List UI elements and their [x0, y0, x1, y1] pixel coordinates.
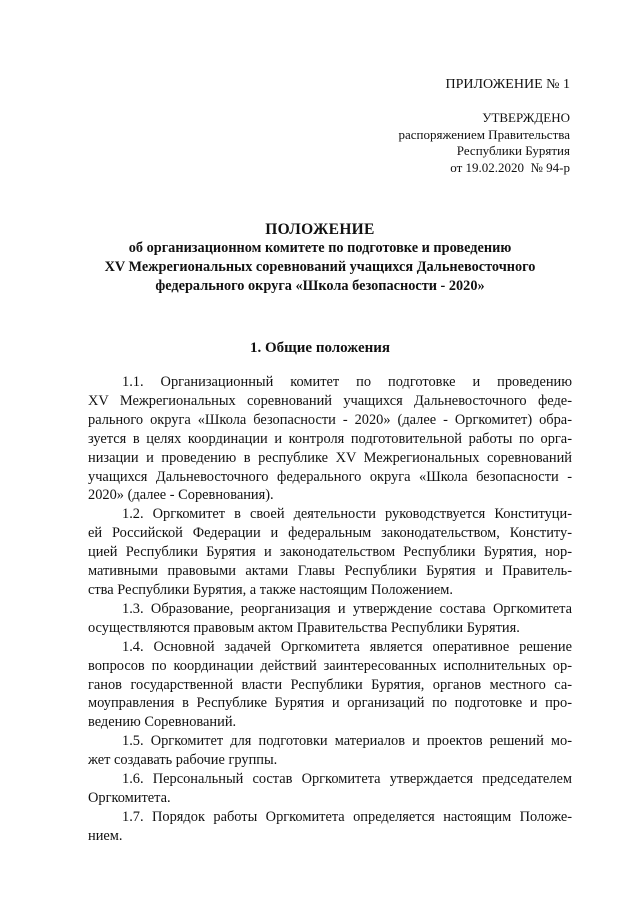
paragraph-line: моуправления в Республике Бурятия и организаций по подготовке и про- — [88, 695, 572, 712]
appendix-label: ПРИЛОЖЕНИЕ № 1 — [445, 77, 570, 92]
paragraph — [88, 600, 572, 638]
paragraph-line: рального округа «Школа безопасности - 2020» (далее - Оргкомитет) обра- — [88, 411, 572, 428]
paragraph-line: 1.6. Персональный состав Оргкомитета утверждается председателем — [122, 771, 572, 788]
paragraph-line: 1.1. Организационный комитет по подготовке и проведению — [122, 374, 572, 390]
approval-line: Республики Бурятия — [456, 143, 570, 158]
paragraph — [88, 638, 572, 733]
subtitle-line: XV Межрегиональных соревнований учащихся Дальневосточного — [104, 259, 536, 275]
paragraph-line: ства Республики Бурятия, а также настоящим Положением. — [88, 581, 453, 598]
paragraph-line: осуществляются правовым актом Правительства Республики Бурятия. — [88, 619, 520, 636]
approval-line: УТВЕРЖДЕНО — [482, 110, 570, 125]
paragraph — [88, 505, 572, 600]
paragraph-line: 1.2. Оргкомитет в своей деятельности руководствуется Конституци- — [122, 506, 572, 523]
subtitle-line: об организационном комитете по подготовке и проведению — [128, 240, 512, 256]
paragraph-line: XV Межрегиональных соревнований учащихся Дальневосточного феде- — [88, 392, 572, 409]
paragraph-line: Оргкомитета. — [88, 789, 171, 806]
paragraph-line: ганов государственной власти Республики Бурятия, органов местного са- — [88, 676, 572, 693]
approval-stamp — [398, 110, 570, 176]
paragraph — [88, 373, 572, 505]
paragraph-line: цией Республики Бурятия и законодательством Республики Бурятия, нор- — [88, 544, 572, 561]
paragraph-line: 2020» (далее - Соревнования). — [88, 487, 274, 504]
paragraph-line: мативными правовыми актами Главы Республики Бурятия и Правитель- — [88, 563, 572, 580]
paragraph-line: нием. — [88, 827, 123, 844]
paragraph-line: 1.3. Образование, реорганизация и утверждение состава Оргкомитета — [122, 600, 572, 617]
paragraph-line: ей Российской Федерации и федеральным законодательством, Конститу- — [88, 525, 572, 542]
paragraph — [88, 808, 572, 846]
approval-line: распоряжением Правительства — [398, 126, 570, 142]
paragraph-line: 1.7. Порядок работы Оргкомитета определяется настоящим Положе- — [122, 808, 572, 825]
paragraph-line: вопросов по координации действий заинтересованных исполнительных ор- — [88, 657, 572, 674]
section-heading: 1. Общие положения — [249, 340, 391, 356]
paragraph-line: 1.4. Основной задачей Оргкомитета является оперативное решение — [122, 638, 572, 655]
document-title — [0, 220, 640, 296]
paragraph — [88, 732, 572, 770]
paragraph — [88, 770, 572, 808]
paragraph-line: низации и проведению в республике XV Межрегиональных соревнований — [88, 449, 572, 466]
paragraph-line: учащихся Дальневосточного федерального округа «Школа безопасности - — [88, 468, 572, 485]
document-body — [88, 373, 572, 846]
title-main: ПОЛОЖЕНИЕ — [265, 221, 375, 238]
subtitle-line: федерального округа «Школа безопасности - 2020» — [155, 278, 485, 294]
paragraph-line: зуется в целях координации и контроля подготовительной работы по орга- — [88, 430, 572, 447]
paragraph-line: жет создавать рабочие группы. — [88, 752, 278, 769]
paragraph-line: ведению Соревнований. — [88, 714, 237, 731]
approval-line: от 19.02.2020 № 94-р — [450, 159, 570, 175]
paragraph-line: 1.5. Оргкомитет для подготовки материалов и проектов решений мо- — [122, 733, 572, 750]
